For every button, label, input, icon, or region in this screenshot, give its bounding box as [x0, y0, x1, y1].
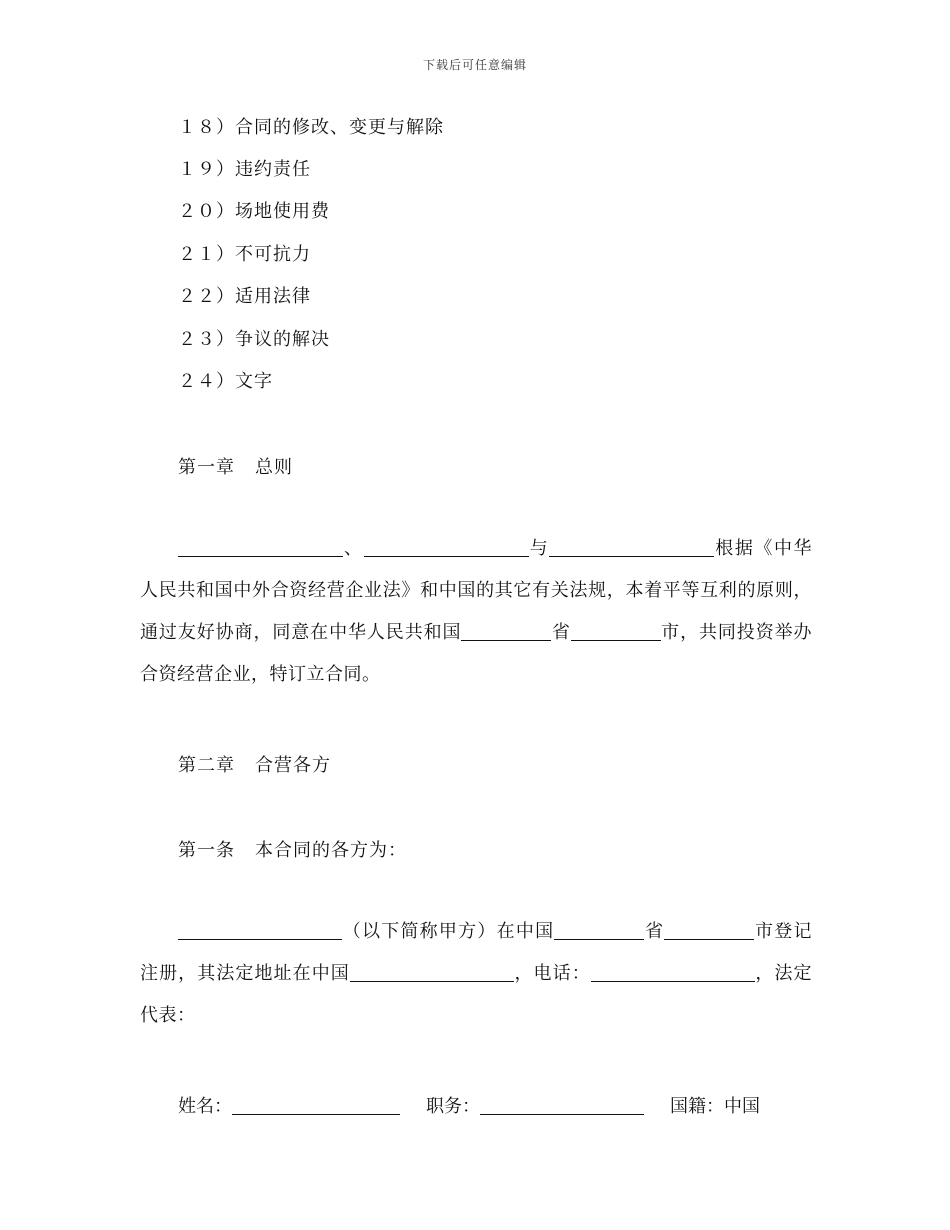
toc-item: ２２）适用法律 — [178, 286, 311, 307]
text-run: 省 — [644, 921, 665, 942]
nationality-value: 中国 — [724, 1096, 760, 1117]
article-1-heading — [178, 836, 407, 862]
toc-item: １９）违约责任 — [178, 159, 311, 180]
text-run: （以下简称甲方）在中国 — [342, 921, 555, 942]
toc-item: ２３）争议的解决 — [178, 329, 330, 350]
article-title: 本合同的各方为： — [255, 840, 407, 861]
name-field[interactable] — [232, 1096, 400, 1115]
blank-field[interactable] — [664, 921, 754, 940]
blank-field[interactable] — [591, 963, 755, 982]
chapter-number: 第二章 — [178, 755, 235, 776]
name-label: 姓名： — [178, 1096, 232, 1117]
page-header: 下载后可任意编辑 — [422, 58, 527, 72]
text-run: 根据《中华人民共和国中外合资经营企业法》和中国的其它有关法规，本着平等互利的原则，通过友好协商，同意在中华人民共和国 — [140, 538, 813, 643]
text-run: 市，共同投资举办合资经营企业，特订立合同。 — [140, 622, 813, 685]
text-run: 与 — [528, 538, 550, 559]
chapter-title: 合营各方 — [255, 755, 331, 776]
text-run: 、 — [343, 538, 364, 559]
blank-field[interactable] — [554, 921, 644, 940]
preamble-paragraph — [140, 528, 812, 696]
blank-field[interactable] — [364, 538, 529, 557]
toc-item: １８）合同的修改、变更与解除 — [178, 117, 444, 138]
nationality-label: 国籍： — [670, 1096, 724, 1117]
blank-field[interactable] — [178, 538, 343, 557]
chapter-number: 第一章 — [178, 457, 235, 478]
toc-item: ２４）文字 — [178, 371, 273, 392]
blank-field[interactable] — [461, 622, 551, 641]
text-run: ，电话： — [513, 963, 591, 984]
blank-field[interactable] — [549, 538, 714, 557]
toc-item: ２１）不可抗力 — [178, 244, 311, 265]
chapter-title: 总则 — [255, 457, 293, 478]
chapter-1-heading — [178, 453, 293, 479]
party-a-paragraph — [140, 911, 812, 1037]
text-run: ，法定代表： — [140, 963, 813, 1026]
title-label: 职务： — [426, 1096, 480, 1117]
title-field[interactable] — [480, 1096, 644, 1115]
blank-field[interactable] — [571, 622, 661, 641]
toc-item: ２０）场地使用费 — [178, 201, 330, 222]
blank-field[interactable] — [350, 963, 514, 982]
representative-row — [178, 1092, 760, 1118]
text-run: 市登记注册，其法定地址在中国 — [140, 921, 813, 984]
text-run: 省 — [551, 622, 571, 643]
article-number: 第一条 — [178, 840, 235, 861]
chapter-2-heading — [178, 751, 331, 777]
blank-field[interactable] — [178, 921, 342, 940]
